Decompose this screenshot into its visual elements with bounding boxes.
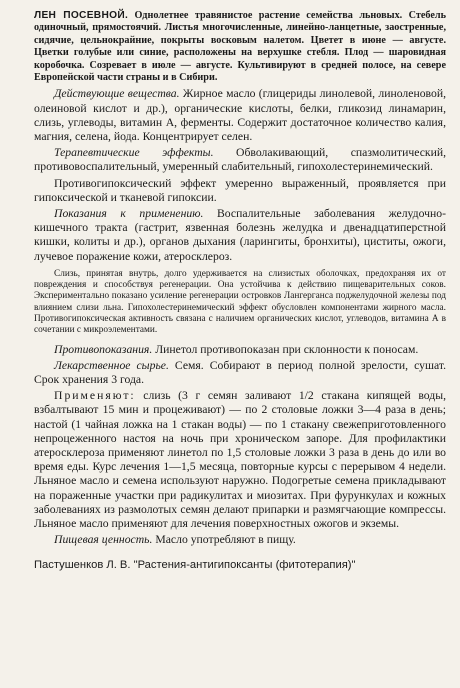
- active-substances-paragraph: [34, 87, 446, 144]
- plant-description: [34, 10, 446, 84]
- usage-label: Применяют:: [54, 389, 136, 403]
- contraindications-label: Противопоказания.: [54, 342, 153, 356]
- raw-material-text: Семя. Собирают в период полной зрелости, сушат. Срок хранения 3 года.: [34, 358, 446, 387]
- contraindications-text: Линетол противопоказан при склонности к поносам.: [155, 342, 419, 356]
- plant-description-text: Однолетнее травянистое растение семейства льновых. Стебель одиночный, прямостоячий. Листья многочисленные, линейно-ланцетные, заостренные, сидячие, цельнокрайние, покрыты восковым налетом. Цветет в июне — августе. Цветки голубые или синие, расположены на верхушке стебля. Плод — шаровидная коробочка. Созревает в июле — августе. Культивируют в средней полосе, на севере Европейской части страны и в Сибири.: [34, 10, 446, 84]
- therapeutic-effects-label: Терапевтические эффекты.: [54, 146, 214, 160]
- food-value-label: Пищевая ценность.: [54, 533, 153, 547]
- usage-paragraph: [34, 389, 446, 531]
- antihypoxic-text: Противогипоксический эффект умеренно выраженный, проявляется при гипоксической и тканевой гипоксии.: [34, 176, 446, 204]
- raw-material-label: Лекарственное сырье.: [54, 358, 169, 372]
- active-substances-text: Жирное масло (глицериды линолевой, линоленовой, олеиновой кислот и др.), органические кислоты, белки, гликозид линамарин, слизь, углеводы, витамин А, ферменты. Содержит достаточное количество калия, магния, селена, йода. Концентрирует селен.: [34, 87, 447, 144]
- indications-text: Воспалительные заболевания желудочно-кишечного тракта (гастрит, язвенная болезнь желудка и двенадцатиперстной кишки, колиты и др.), органов дыхания (ларингиты, бронхиты), циститы, ожоги, лучевое поражение кожи, атеросклероз.: [34, 207, 446, 263]
- mucus-note-text: Слизь, принятая внутрь, долго удерживается на слизистых оболочках, предохраняя их от повреждения и способствуя регенерации. Она устойчива к действию пищеварительных соков. Экспериментально показано усиление регенерации островков Лангерганса поджелудочной железы под влиянием слизи льна. Гипохолестеринемический эффект обусловлен компонентами жирного масла. Противогипоксическая активность связана с наличием органических кислот, углеводов, витамина А в сочетании с микроэлементами.: [34, 268, 446, 336]
- food-value-text: Масло употребляют в пищу.: [155, 533, 296, 547]
- therapeutic-effects-text: Обволакивающий, спазмолитический, противовоспалительный, умеренный слабительный, гипохолестеринемический.: [34, 146, 447, 174]
- contraindications-paragraph: [34, 343, 446, 357]
- plant-title: ЛЕН ПОСЕВНОЙ.: [34, 10, 129, 21]
- active-substances-label: Действующие вещества.: [54, 87, 180, 101]
- indications-paragraph: [34, 207, 446, 264]
- indications-label: Показания к применению.: [54, 207, 204, 221]
- raw-material-paragraph: [34, 359, 446, 387]
- food-value-paragraph: [34, 533, 446, 547]
- mucus-note-paragraph: [34, 269, 446, 337]
- usage-text: слизь (3 г семян заливают 1/2 стакана кипящей воды, взбалтывают 15 мин и процеживают) — по 2 столовые ложки 3—4 раза в день; настой (1 чайная ложка на 1 стакан воды) — по 1 стакану свежеприготовленного непроцеженного настоя на ночь при хроническом запоре. Для профилактики атеросклероза применяют линетол по 1,5 столовые ложки 3 раза в день до или во время еды. Курс лечения 1—1,5 месяца, повторные курсы с перерывом 4 недели. Льняное масло и семена используют наружно. Подогретые семена прикладывают на пораженные участки при радикулитах и миозитах. При фурункулах и кожных заболеваниях из размолотых семян делают припарки и размягчающие компрессы. Льняное масло применяют для лечения поверхностных ожогов и экземы.: [34, 389, 447, 531]
- source-caption: Пастушенков Л. В. "Растения-антигипоксанты (фитотерапия)": [34, 558, 356, 571]
- therapeutic-effects-paragraph: [34, 146, 446, 174]
- antihypoxic-paragraph: [34, 177, 446, 205]
